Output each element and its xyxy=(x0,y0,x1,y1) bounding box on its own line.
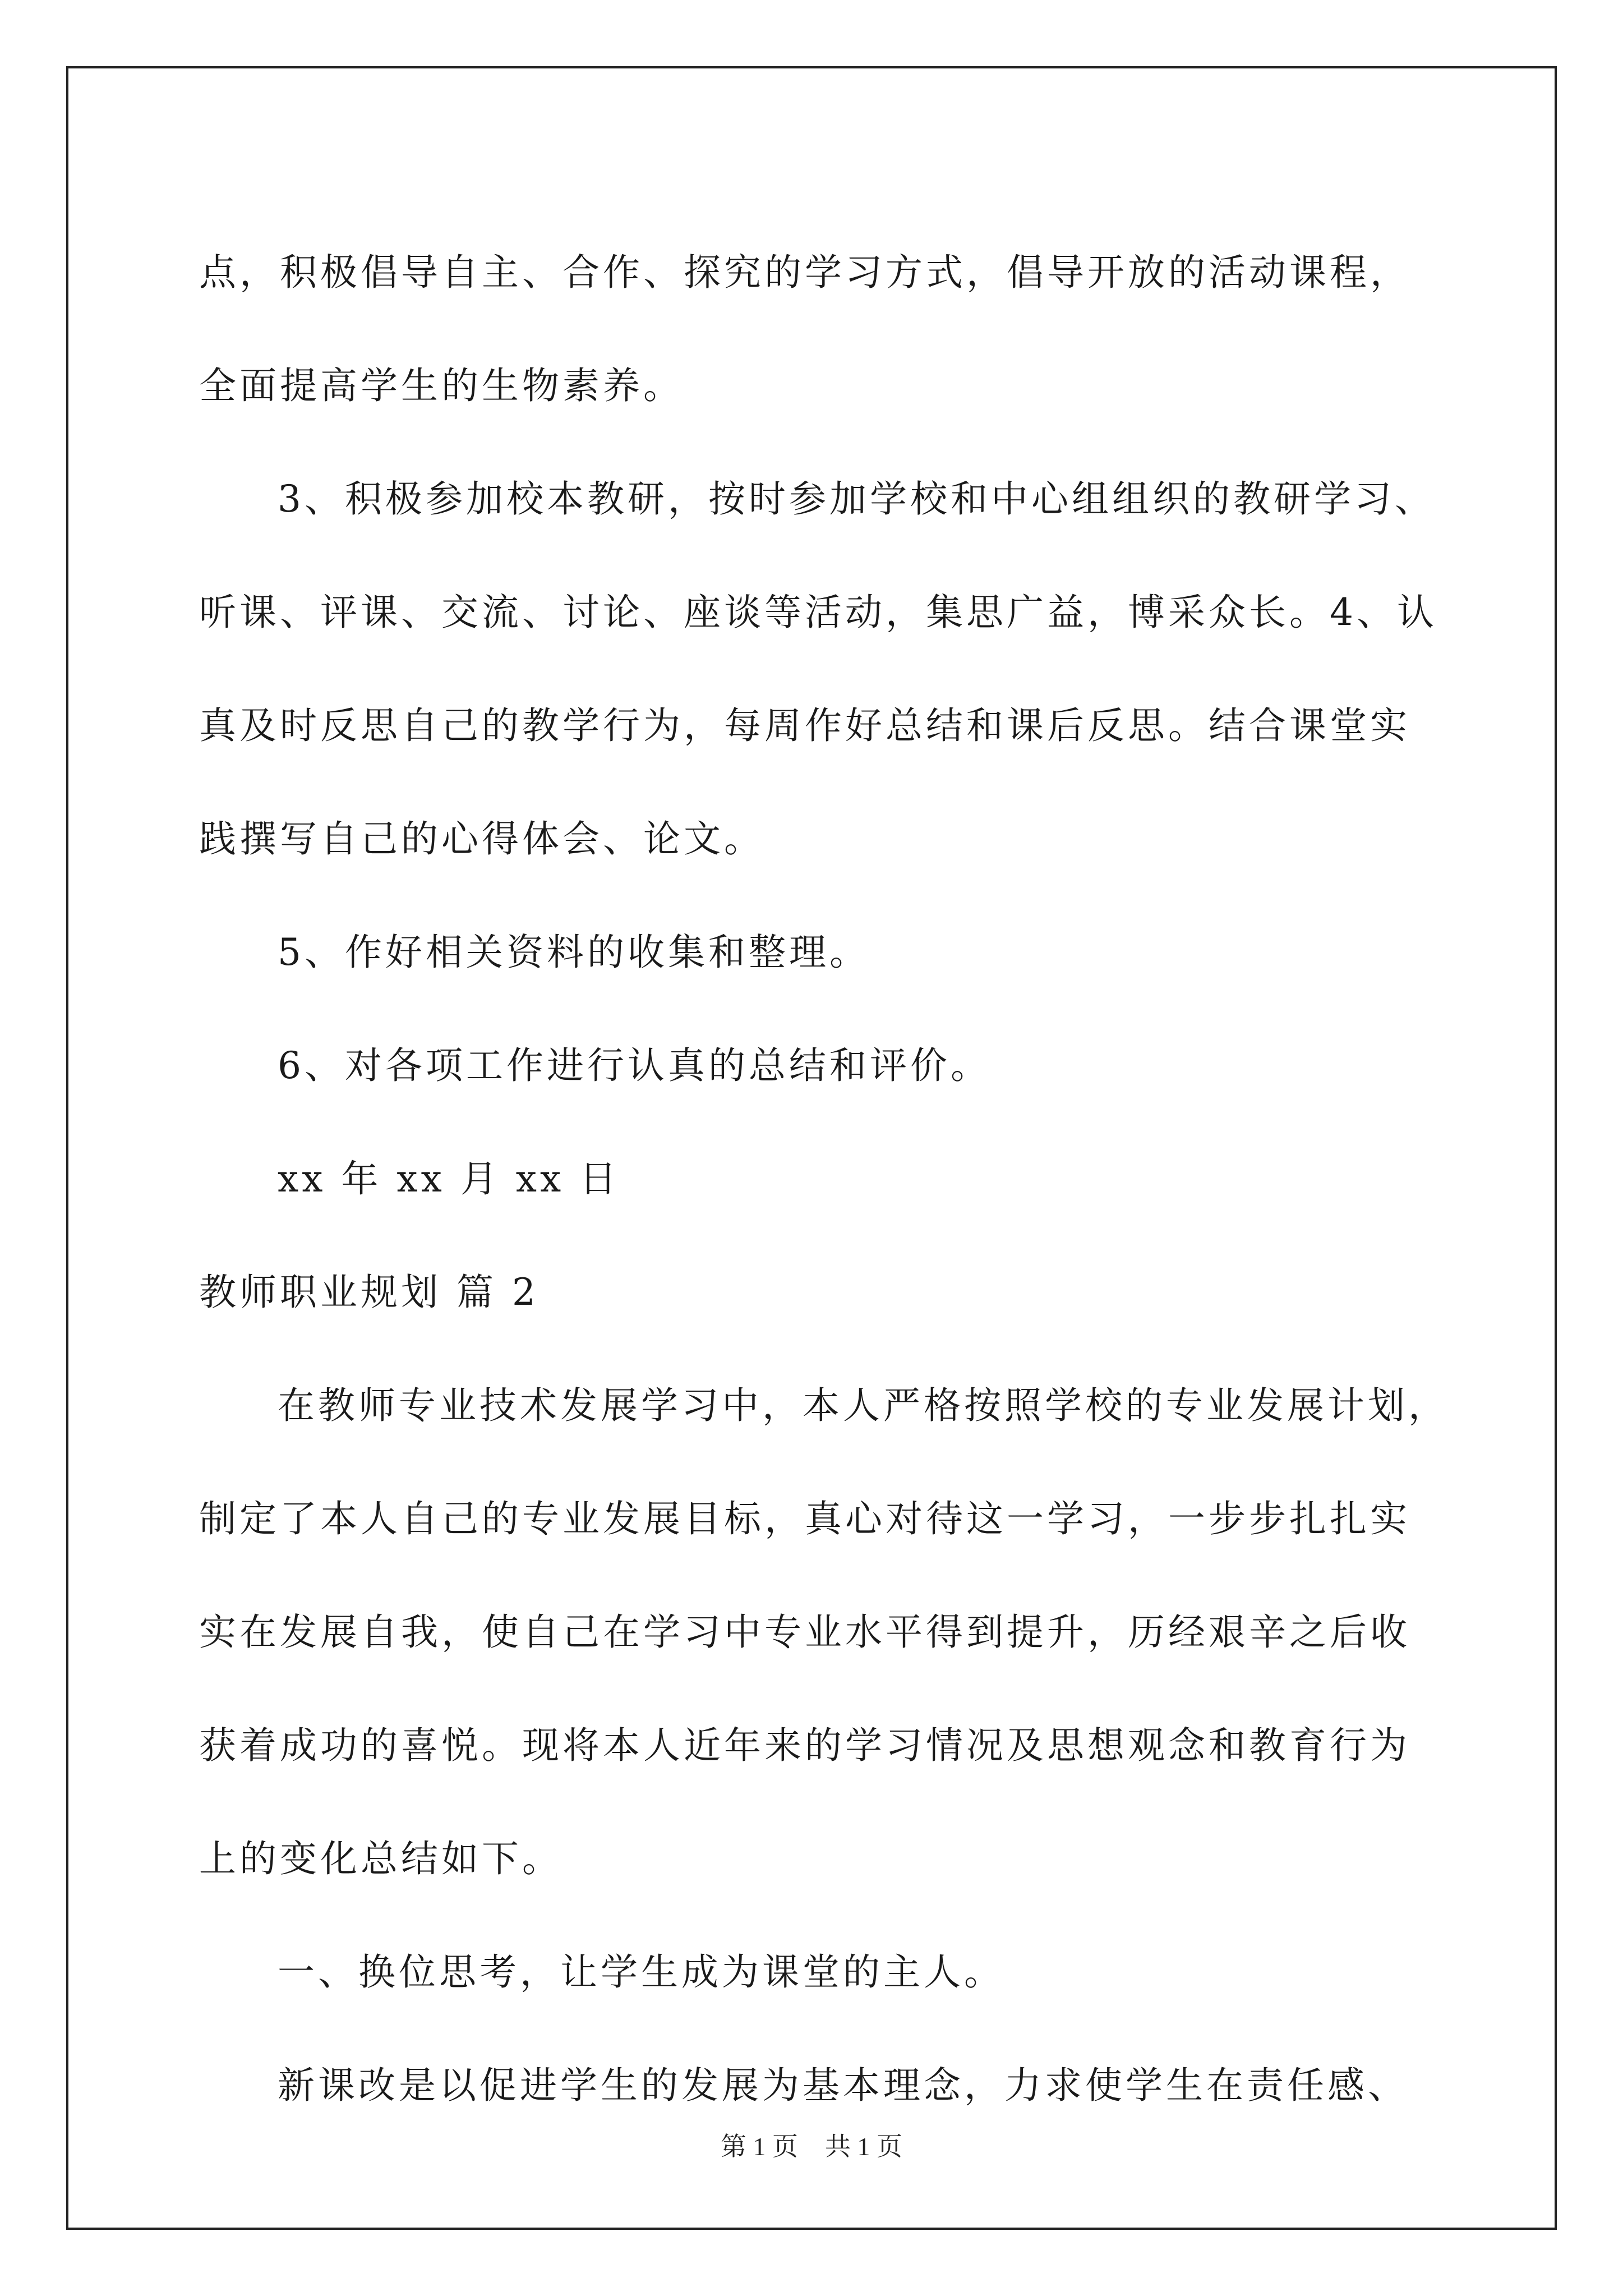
text-line: 听课、评课、交流、讨论、座谈等活动，集思广益，博采众长。4、认 xyxy=(199,591,1437,634)
text-line: 5、作好相关资料的收集和整理。 xyxy=(278,931,870,974)
text-line: 践撰写自己的心得体会、论文。 xyxy=(199,817,764,861)
section-heading: 教师职业规划 篇 2 xyxy=(199,1271,539,1314)
text-line: 实在发展自我，使自己在学习中专业水平得到提升，历经艰辛之后收 xyxy=(199,1611,1410,1654)
page-number-current: 第 1 页 xyxy=(721,2132,798,2161)
text-line: 6、对各项工作进行认真的总结和评价。 xyxy=(278,1044,991,1087)
document-body xyxy=(199,216,1467,2142)
page-number-total: 共 1 页 xyxy=(825,2132,902,2161)
text-line: 真及时反思自己的教学行为，每周作好总结和课后反思。结合课堂实 xyxy=(199,704,1410,747)
text-line: 新课改是以促进学生的发展为基本理念，力求使学生在责任感、 xyxy=(278,2064,1408,2107)
text-line: 获着成功的喜悦。现将本人近年来的学习情况及思想观念和教育行为 xyxy=(199,1724,1410,1767)
subsection-heading: 一、换位思考，让学生成为课堂的主人。 xyxy=(278,1950,1004,1994)
text-line: 制定了本人自己的专业发展目标，真心对待这一学习，一步步扎扎实 xyxy=(199,1497,1410,1540)
text-line: 全面提高学生的生物素养。 xyxy=(199,364,684,407)
date-line: xx 年 xx 月 xx 日 xyxy=(278,1157,620,1200)
text-line: 3、积极参加校本教研，按时参加学校和中心组组织的教研学习、 xyxy=(278,477,1435,521)
page-footer xyxy=(0,2126,1623,2163)
text-line: 在教师专业技术发展学习中，本人严格按照学校的专业发展计划， xyxy=(278,1384,1449,1427)
text-line: 点，积极倡导自主、合作、探究的学习方式，倡导开放的活动课程， xyxy=(199,251,1410,294)
text-line: 上的变化总结如下。 xyxy=(199,1837,562,1880)
